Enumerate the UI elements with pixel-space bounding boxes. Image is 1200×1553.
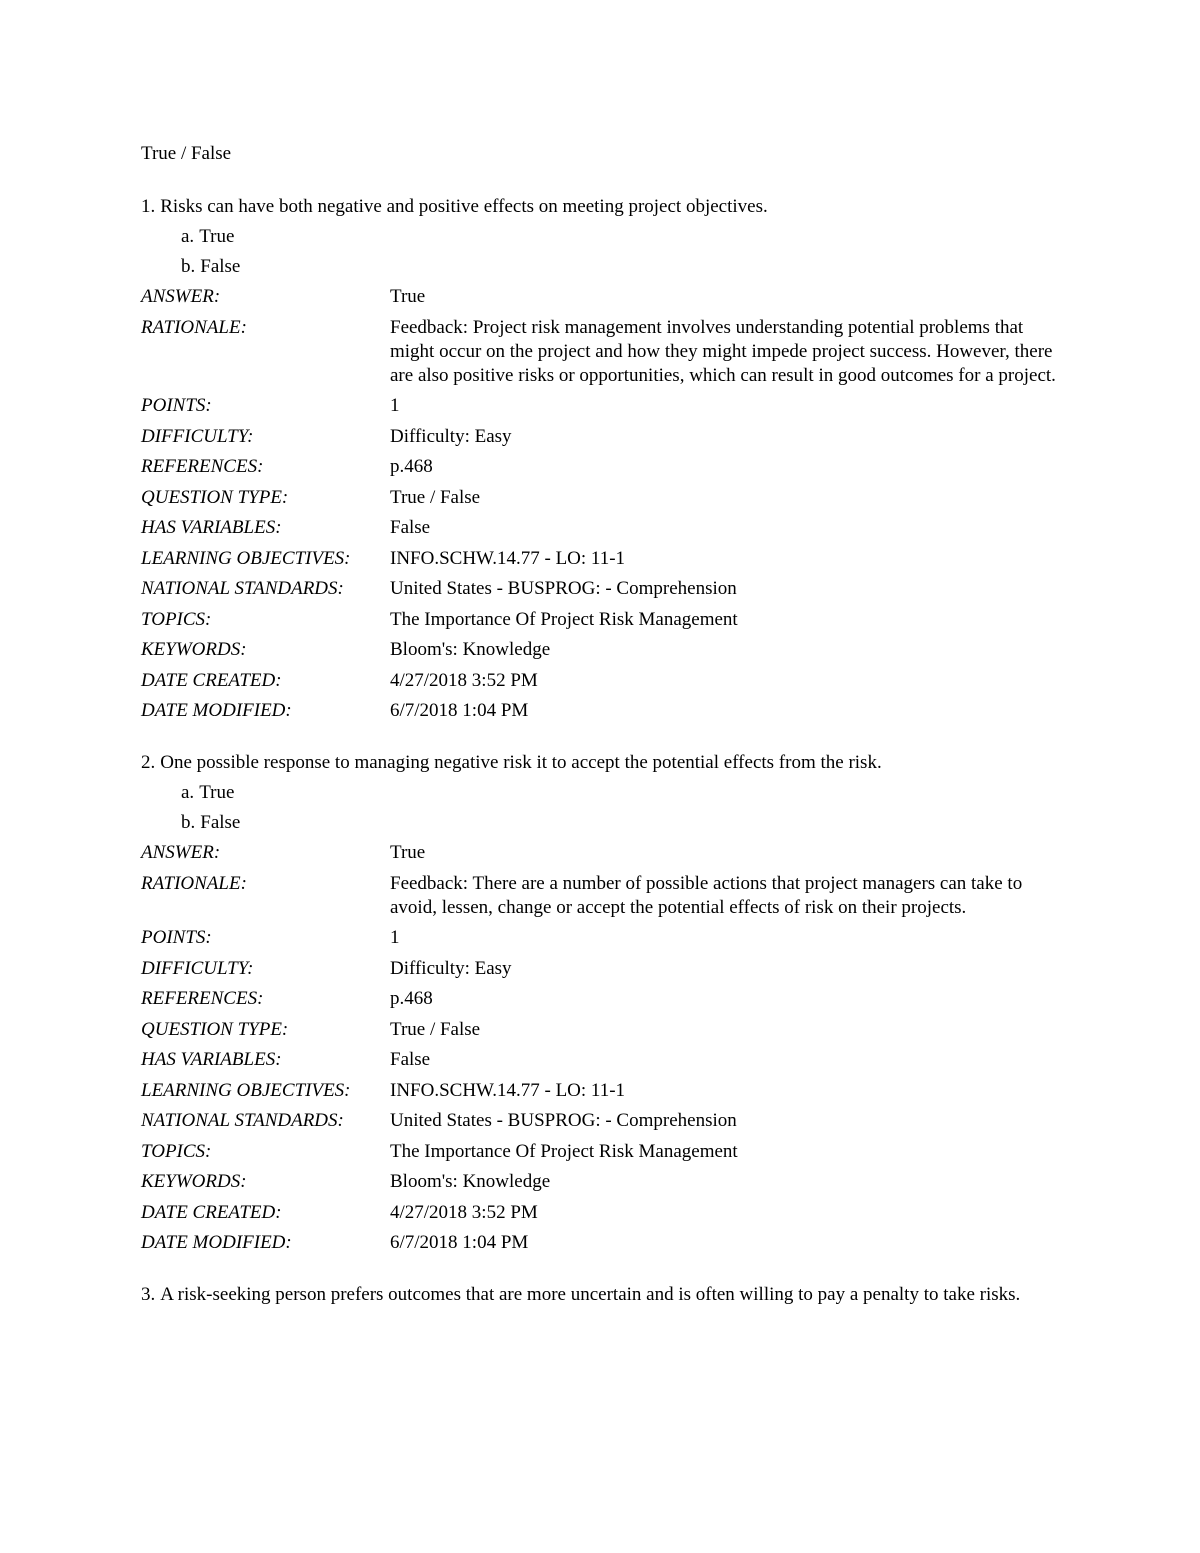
has-variables-row — [141, 516, 1061, 540]
question-text: One possible response to managing negative risk it to accept the potential effects from the risk. — [160, 752, 882, 773]
difficulty-value: Difficulty: Easy — [390, 957, 512, 979]
difficulty-label: DIFFICULTY: — [141, 425, 254, 447]
date-created-row — [141, 669, 1061, 693]
has-variables-label: HAS VARIABLES: — [141, 517, 282, 538]
points-value: 1 — [390, 395, 400, 416]
references-row — [141, 455, 1061, 479]
question-text: Risks can have both negative and positive effects on meeting project objectives. — [160, 196, 768, 217]
question-type-value: True / False — [390, 1018, 481, 1040]
question-2 — [141, 751, 1061, 1255]
choice-a — [141, 781, 1061, 811]
answer-row — [141, 841, 1061, 865]
points-row — [141, 926, 1061, 950]
choice-list — [141, 781, 1061, 841]
date-created-label: DATE CREATED: — [141, 1201, 282, 1223]
choice-letter: b. — [181, 812, 196, 833]
answer-value: True — [390, 286, 426, 307]
question-type-label: QUESTION TYPE: — [141, 486, 289, 508]
choice-text: True — [199, 226, 235, 247]
question-metadata — [141, 285, 1061, 723]
date-modified-value: 6/7/2018 1:04 PM — [390, 1232, 529, 1253]
choice-letter: a. — [181, 226, 195, 247]
question-3 — [141, 1283, 1061, 1307]
date-modified-row — [141, 1231, 1061, 1255]
question-type-label: QUESTION TYPE: — [141, 1018, 289, 1040]
keywords-row — [141, 638, 1061, 662]
keywords-label: KEYWORDS: — [141, 1171, 247, 1192]
national-standards-row — [141, 577, 1061, 601]
has-variables-row — [141, 1048, 1061, 1072]
keywords-row — [141, 1170, 1061, 1194]
choice-list — [141, 225, 1061, 285]
difficulty-value: Difficulty: Easy — [390, 425, 512, 447]
question-stem — [141, 1283, 1061, 1307]
question-1 — [141, 195, 1061, 723]
question-stem — [141, 195, 1061, 219]
date-created-label: DATE CREATED: — [141, 669, 282, 691]
date-created-row — [141, 1201, 1061, 1225]
answer-value: True — [390, 842, 426, 863]
question-stem — [141, 751, 1061, 775]
document-page — [141, 142, 1061, 1335]
topics-value: The Importance Of Project Risk Management — [390, 1140, 738, 1162]
rationale-row — [141, 872, 1061, 920]
topics-value: The Importance Of Project Risk Management — [390, 608, 738, 630]
question-type-row — [141, 1018, 1061, 1042]
date-modified-label: DATE MODIFIED: — [141, 700, 292, 721]
national-standards-label: NATIONAL STANDARDS: — [141, 1110, 344, 1131]
date-created-value: 4/27/2018 3:52 PM — [390, 669, 538, 691]
choice-letter: a. — [181, 782, 195, 803]
points-label: POINTS: — [141, 395, 212, 416]
points-value: 1 — [390, 927, 400, 948]
national-standards-label: NATIONAL STANDARDS: — [141, 578, 344, 599]
learning-objectives-label: LEARNING OBJECTIVES: — [141, 547, 351, 569]
points-row — [141, 394, 1061, 418]
keywords-value: Bloom's: Knowledge — [390, 1171, 551, 1192]
choice-b — [141, 255, 1061, 285]
learning-objectives-label: LEARNING OBJECTIVES: — [141, 1079, 351, 1101]
difficulty-label: DIFFICULTY: — [141, 957, 254, 979]
date-modified-label: DATE MODIFIED: — [141, 1232, 292, 1253]
rationale-label: RATIONALE: — [141, 316, 247, 338]
question-type-row — [141, 486, 1061, 510]
topics-row — [141, 608, 1061, 632]
rationale-row — [141, 316, 1061, 388]
keywords-label: KEYWORDS: — [141, 639, 247, 660]
choice-text: False — [200, 812, 241, 833]
topics-label: TOPICS: — [141, 608, 212, 630]
question-number: 1. — [141, 196, 156, 217]
question-type-value: True / False — [390, 486, 481, 508]
keywords-value: Bloom's: Knowledge — [390, 639, 551, 660]
choice-text: False — [200, 256, 241, 277]
has-variables-value: False — [390, 1049, 431, 1070]
learning-objectives-row — [141, 1079, 1061, 1103]
choice-text: True — [199, 782, 235, 803]
section-title: True / False — [141, 143, 232, 164]
question-metadata — [141, 841, 1061, 1255]
references-label: REFERENCES: — [141, 456, 264, 477]
references-label: REFERENCES: — [141, 988, 264, 1009]
learning-objectives-row — [141, 547, 1061, 571]
points-label: POINTS: — [141, 927, 212, 948]
national-standards-value: United States - BUSPROG: - Comprehension — [390, 578, 737, 599]
references-value: p.468 — [390, 456, 433, 477]
choice-b — [141, 811, 1061, 841]
question-number: 2. — [141, 752, 156, 773]
answer-label: ANSWER: — [141, 286, 221, 307]
rationale-value: Feedback: Project risk management involves understanding potential problems that might occur on the project and how they might impede project success. However, there are also positive risks or opportunities, which can result in good outcomes for a project. — [390, 316, 1056, 386]
has-variables-label: HAS VARIABLES: — [141, 1049, 282, 1070]
national-standards-row — [141, 1109, 1061, 1133]
difficulty-row — [141, 957, 1061, 981]
rationale-label: RATIONALE: — [141, 872, 247, 894]
answer-label: ANSWER: — [141, 842, 221, 863]
national-standards-value: United States - BUSPROG: - Comprehension — [390, 1110, 737, 1131]
rationale-value: Feedback: There are a number of possible actions that project managers can take to avoid, lessen, change or accept the potential effects of risk on their projects. — [390, 872, 1023, 918]
topics-label: TOPICS: — [141, 1140, 212, 1162]
answer-row — [141, 285, 1061, 309]
question-text: A risk-seeking person prefers outcomes that are more uncertain and is often willing to pay a penalty to take risks. — [160, 1284, 1021, 1305]
learning-objectives-value: INFO.SCHW.14.77 - LO: 11-1 — [390, 547, 626, 569]
has-variables-value: False — [390, 517, 431, 538]
references-row — [141, 987, 1061, 1011]
date-modified-value: 6/7/2018 1:04 PM — [390, 700, 529, 721]
difficulty-row — [141, 425, 1061, 449]
topics-row — [141, 1140, 1061, 1164]
learning-objectives-value: INFO.SCHW.14.77 - LO: 11-1 — [390, 1079, 626, 1101]
date-modified-row — [141, 699, 1061, 723]
date-created-value: 4/27/2018 3:52 PM — [390, 1201, 538, 1223]
choice-a — [141, 225, 1061, 255]
question-number: 3. — [141, 1284, 156, 1305]
references-value: p.468 — [390, 988, 433, 1009]
choice-letter: b. — [181, 256, 196, 277]
